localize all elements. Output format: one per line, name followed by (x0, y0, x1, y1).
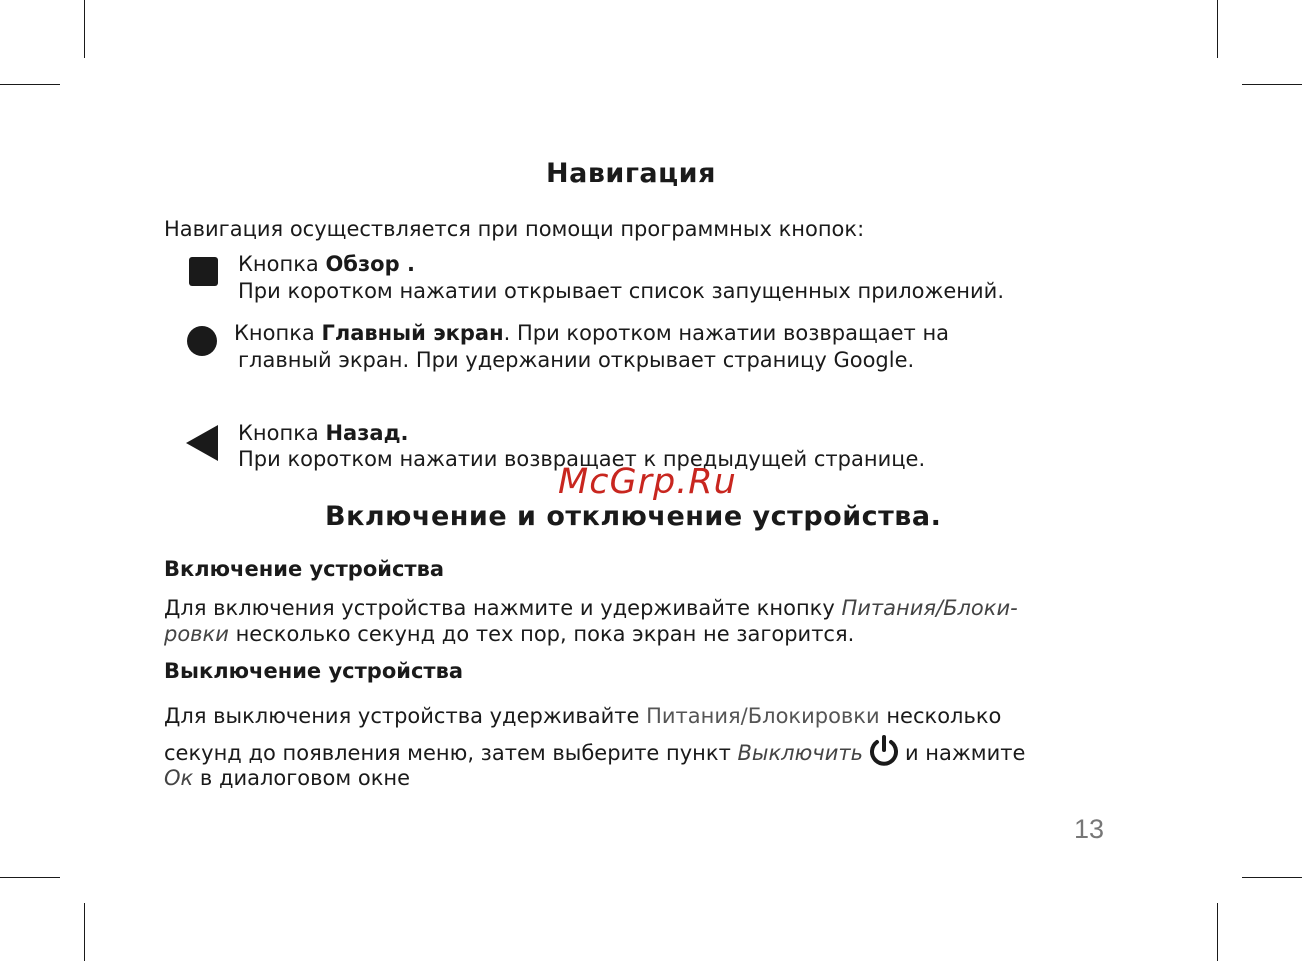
power-on-text-cont: несколько секунд до тех пор, пока экран не загорится. (228, 622, 855, 646)
circle-icon (187, 326, 217, 356)
overview-button-line (238, 251, 415, 277)
power-off-text: Для выключения устройства удерживайте (164, 704, 647, 728)
power-off-text-3: и нажмите (904, 741, 1026, 765)
power-icon (867, 734, 901, 768)
power-section-title: Включение и отключение устройства. (325, 501, 942, 532)
power-on-line1 (164, 595, 1018, 621)
home-prefix: Кнопка (234, 321, 322, 345)
crop-mark (0, 877, 60, 878)
power-off-heading: Выключение устройства (164, 659, 464, 683)
power-lock-term-cont: ровки (164, 622, 229, 646)
crop-mark (1217, 903, 1218, 961)
square-icon (189, 257, 218, 286)
crop-mark (1217, 0, 1218, 58)
home-button-line (234, 320, 949, 346)
ok-term: Ок (164, 766, 194, 790)
power-lock-term: Питания/Блоки- (841, 596, 1018, 620)
power-off-text-4: в диалоговом окне (193, 766, 411, 790)
back-description: При коротком нажатии возвращает к предыдущей странице. (238, 447, 926, 471)
overview-suffix: . (399, 252, 415, 276)
back-triangle-icon (186, 425, 218, 461)
power-on-heading: Включение устройства (164, 557, 445, 581)
power-off-text-b: несколько (879, 704, 1002, 728)
crop-mark (84, 903, 85, 961)
page-number: 13 (1074, 814, 1105, 844)
power-on-line2 (164, 621, 854, 647)
power-on-text: Для включения устройства нажмите и удерживайте кнопку (164, 596, 842, 620)
navigation-intro: Навигация осуществляется при помощи программных кнопок: (164, 217, 865, 241)
overview-name: Обзор (325, 252, 400, 276)
home-suffix: . При коротком нажатии возвращает на (503, 321, 950, 345)
power-lock-term-plain: Питания/Блокировки (646, 704, 880, 728)
power-off-line3 (164, 765, 410, 791)
back-prefix: Кнопка (238, 421, 326, 445)
home-name: Главный экран (321, 321, 504, 345)
crop-mark (1242, 877, 1302, 878)
back-suffix: . (400, 421, 409, 445)
power-off-line1 (164, 703, 1001, 729)
power-off-text-2: секунд до появления меню, затем выберите пункт (164, 741, 738, 765)
overview-prefix: Кнопка (238, 252, 326, 276)
navigation-title: Навигация (546, 158, 716, 189)
watermark: McGrp.Ru (558, 462, 737, 502)
back-button-line (238, 420, 409, 446)
back-name: Назад (325, 421, 401, 445)
crop-mark (0, 84, 60, 85)
crop-mark (1242, 84, 1302, 85)
crop-mark (84, 0, 85, 58)
home-description: главный экран. При удержании открывает страницу Google. (238, 348, 915, 372)
shutdown-term: Выключить (737, 741, 863, 765)
overview-description: При коротком нажатии открывает список запущенных приложений. (238, 279, 1005, 303)
